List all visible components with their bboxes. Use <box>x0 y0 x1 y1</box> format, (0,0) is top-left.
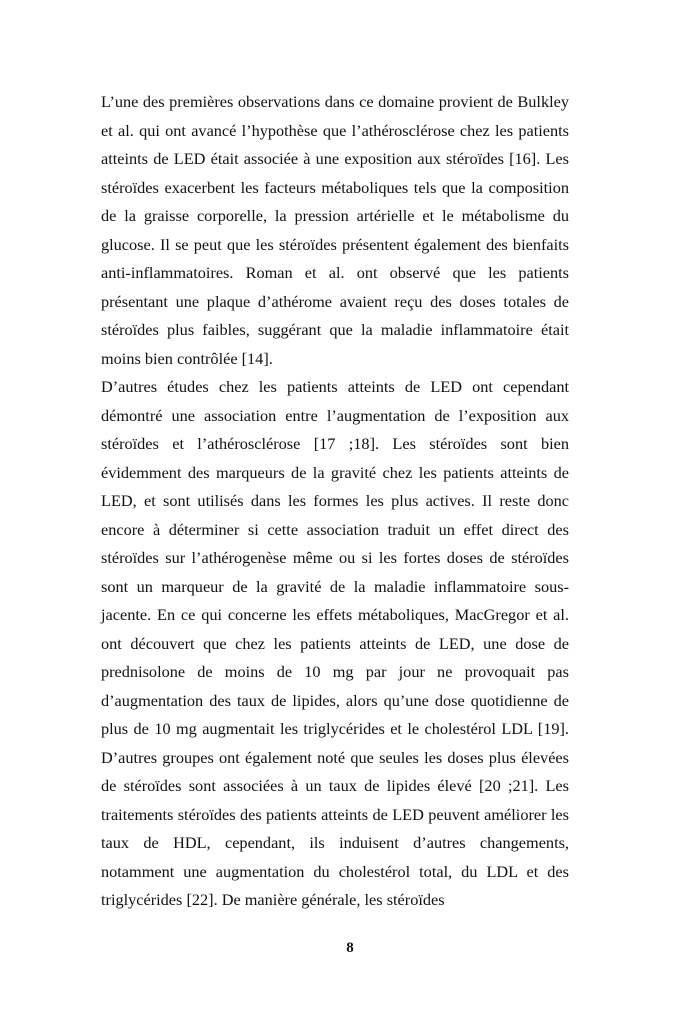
page-number: 8 <box>346 940 354 956</box>
body-text <box>101 88 569 915</box>
paragraph-1: L’une des premières observations dans ce domaine provient de Bulkley et al. qui ont avancé l’hypothèse que l’athérosclérose chez les patients atteints de LED était associée à une exposition aux stéroïdes [16]. Les stéroïdes exacerbent les facteurs métaboliques tels que la composition de la graisse corporelle, la pression artérielle et le métabolisme du glucose. Il se peut que les stéroïdes présentent également des bienfaits anti-inflammatoires. Roman et al. ont observé que les patients présentant une plaque d’athérome avaient reçu des doses totales de stéroïdes plus faibles, suggérant que la maladie inflammatoire était moins bien contrôlée [14]. <box>101 92 569 368</box>
paragraph-2: D’autres études chez les patients atteints de LED ont cependant démontré une association entre l’augmentation de l’exposition aux stéroïdes et l’athérosclérose [17 ;18]. Les stéroïdes sont bien évidemment des marqueurs de la gravité chez les patients atteints de LED, et sont utilisés dans les formes les plus actives. Il reste donc encore à déterminer si cette association traduit un effet direct des stéroïdes sur l’athérogenèse même ou si les fortes doses de stéroïdes sont un marqueur de la gravité de la maladie inflammatoire sous-jacente. En ce qui concerne les effets métaboliques, MacGregor et al. ont découvert que chez les patients atteints de LED, une dose de prednisolone de moins de 10 mg par jour ne provoquait pas d’augmentation des taux de lipides, alors qu’une dose quotidienne de plus de 10 mg augmentait les triglycérides et le cholestérol LDL [19]. D’autres groupes ont également noté que seules les doses plus élevées de stéroïdes sont associées à un taux de lipides élevé [20 ;21]. Les traitements stéroïdes des patients atteints de LED peuvent améliorer les taux de HDL, cependant, ils induisent d’autres changements, notamment une augmentation du cholestérol total, du LDL et des triglycérides [22]. De manière générale, les stéroïdes <box>101 377 569 909</box>
